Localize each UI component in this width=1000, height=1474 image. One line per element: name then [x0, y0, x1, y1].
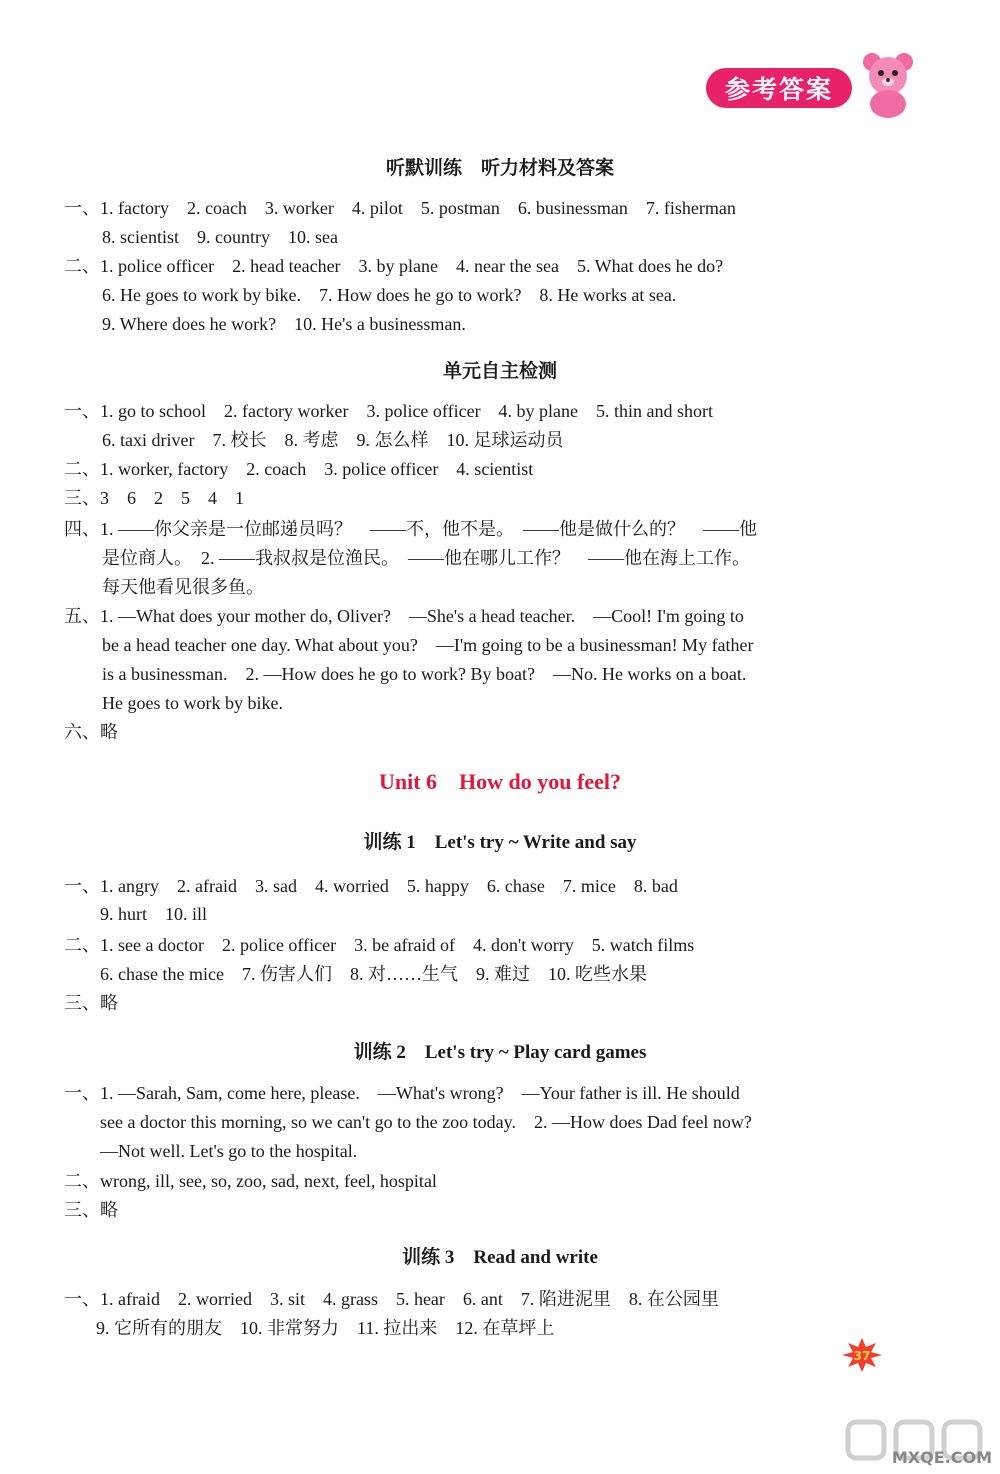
answer-line: 二、1. police officer 2. head teacher 3. by plane 4. near the sea 5. What does he do?	[64, 256, 724, 276]
answer-line: 一、1. go to school 2. factory worker 3. police officer 4. by plane 5. thin and short	[64, 401, 714, 421]
training-3-title: 训练 3 Read and write	[402, 1247, 598, 1268]
answer-key-badge: 参考答案	[706, 68, 852, 108]
section-title-unit-test: 单元自主检测	[442, 360, 557, 382]
answer-line: 9. Where does he work? 10. He's a businessman.	[102, 314, 466, 334]
answer-line: 一、1. factory 2. coach 3. worker 4. pilot 5. postman 6. businessman 7. fisherman	[64, 198, 736, 218]
page-number: 37	[853, 1349, 871, 1363]
answer-line: 6. chase the mice 7. 伤害人们 8. 对……生气 9. 难过 10. 吃些水果	[100, 964, 647, 984]
answer-line: 二、1. see a doctor 2. police officer 3. be afraid of 4. don't worry 5. watch films	[64, 935, 695, 955]
answer-line: 一、1. afraid 2. worried 3. sit 4. grass 5. hear 6. ant 7. 陷进泥里 8. 在公园里	[64, 1289, 719, 1309]
answer-line: 每天他看见很多鱼。	[102, 577, 264, 597]
answer-line: 二、1. worker, factory 2. coach 3. police officer 4. scientist	[64, 459, 534, 479]
answer-line: 是位商人。 2. ——我叔叔是位渔民。 ——他在哪儿工作？ ——他在海上工作。	[102, 548, 750, 568]
answer-line: is a businessman. 2. —How does he go to work? By boat? —No. He works on a boat.	[102, 664, 747, 684]
answer-line: 二、wrong, ill, see, so, zoo, sad, next, feel, hospital	[64, 1171, 437, 1191]
answer-line: 6. taxi driver 7. 校长 8. 考虑 9. 怎么样 10. 足球运动员	[102, 430, 564, 450]
answer-line: 6. He goes to work by bike. 7. How does he go to work? 8. He works at sea.	[102, 285, 677, 305]
answer-line: 三、3 6 2 5 4 1	[64, 488, 244, 508]
answer-line: 一、1. —Sarah, Sam, come here, please. —What's wrong? —Your father is ill. He should	[64, 1083, 740, 1103]
answer-line: 9. hurt 10. ill	[100, 904, 207, 924]
answer-line: 六、略	[64, 722, 118, 742]
answer-line: 三、略	[64, 993, 118, 1013]
training-2-title: 训练 2 Let's try ~ Play card games	[353, 1042, 647, 1063]
teddy-bear-icon	[858, 50, 918, 120]
training-1-title: 训练 1 Let's try ~ Write and say	[363, 832, 637, 853]
answer-line: be a head teacher one day. What about you? —I'm going to be a businessman! My father	[102, 635, 754, 655]
answer-line: 四、1. ——你父亲是一位邮递员吗？ ——不，他不是。 ——他是做什么的？ ——他	[64, 519, 757, 539]
answer-line: 三、略	[64, 1200, 118, 1220]
page-number-burst-icon	[842, 1338, 882, 1372]
watermark-text: MXQE.COM	[891, 1448, 992, 1467]
answer-line: —Not well. Let's go to the hospital.	[100, 1141, 358, 1161]
section-title-listening: 听默训练 听力材料及答案	[385, 157, 614, 179]
answer-line: 一、1. angry 2. afraid 3. sad 4. worried 5. happy 6. chase 7. mice 8. bad	[64, 876, 678, 896]
unit-title: Unit 6 How do you feel?	[378, 769, 621, 794]
answer-line: see a doctor this morning, so we can't go to the zoo today. 2. —How does Dad feel now?	[100, 1112, 752, 1132]
answer-line: 五、1. —What does your mother do, Oliver? —She's a head teacher. —Cool! I'm going to	[64, 606, 744, 626]
answer-line: He goes to work by bike.	[102, 693, 283, 713]
answer-line: 8. scientist 9. country 10. sea	[102, 227, 338, 247]
answer-line: 9. 它所有的朋友 10. 非常努力 11. 拉出来 12. 在草坪上	[96, 1318, 555, 1338]
